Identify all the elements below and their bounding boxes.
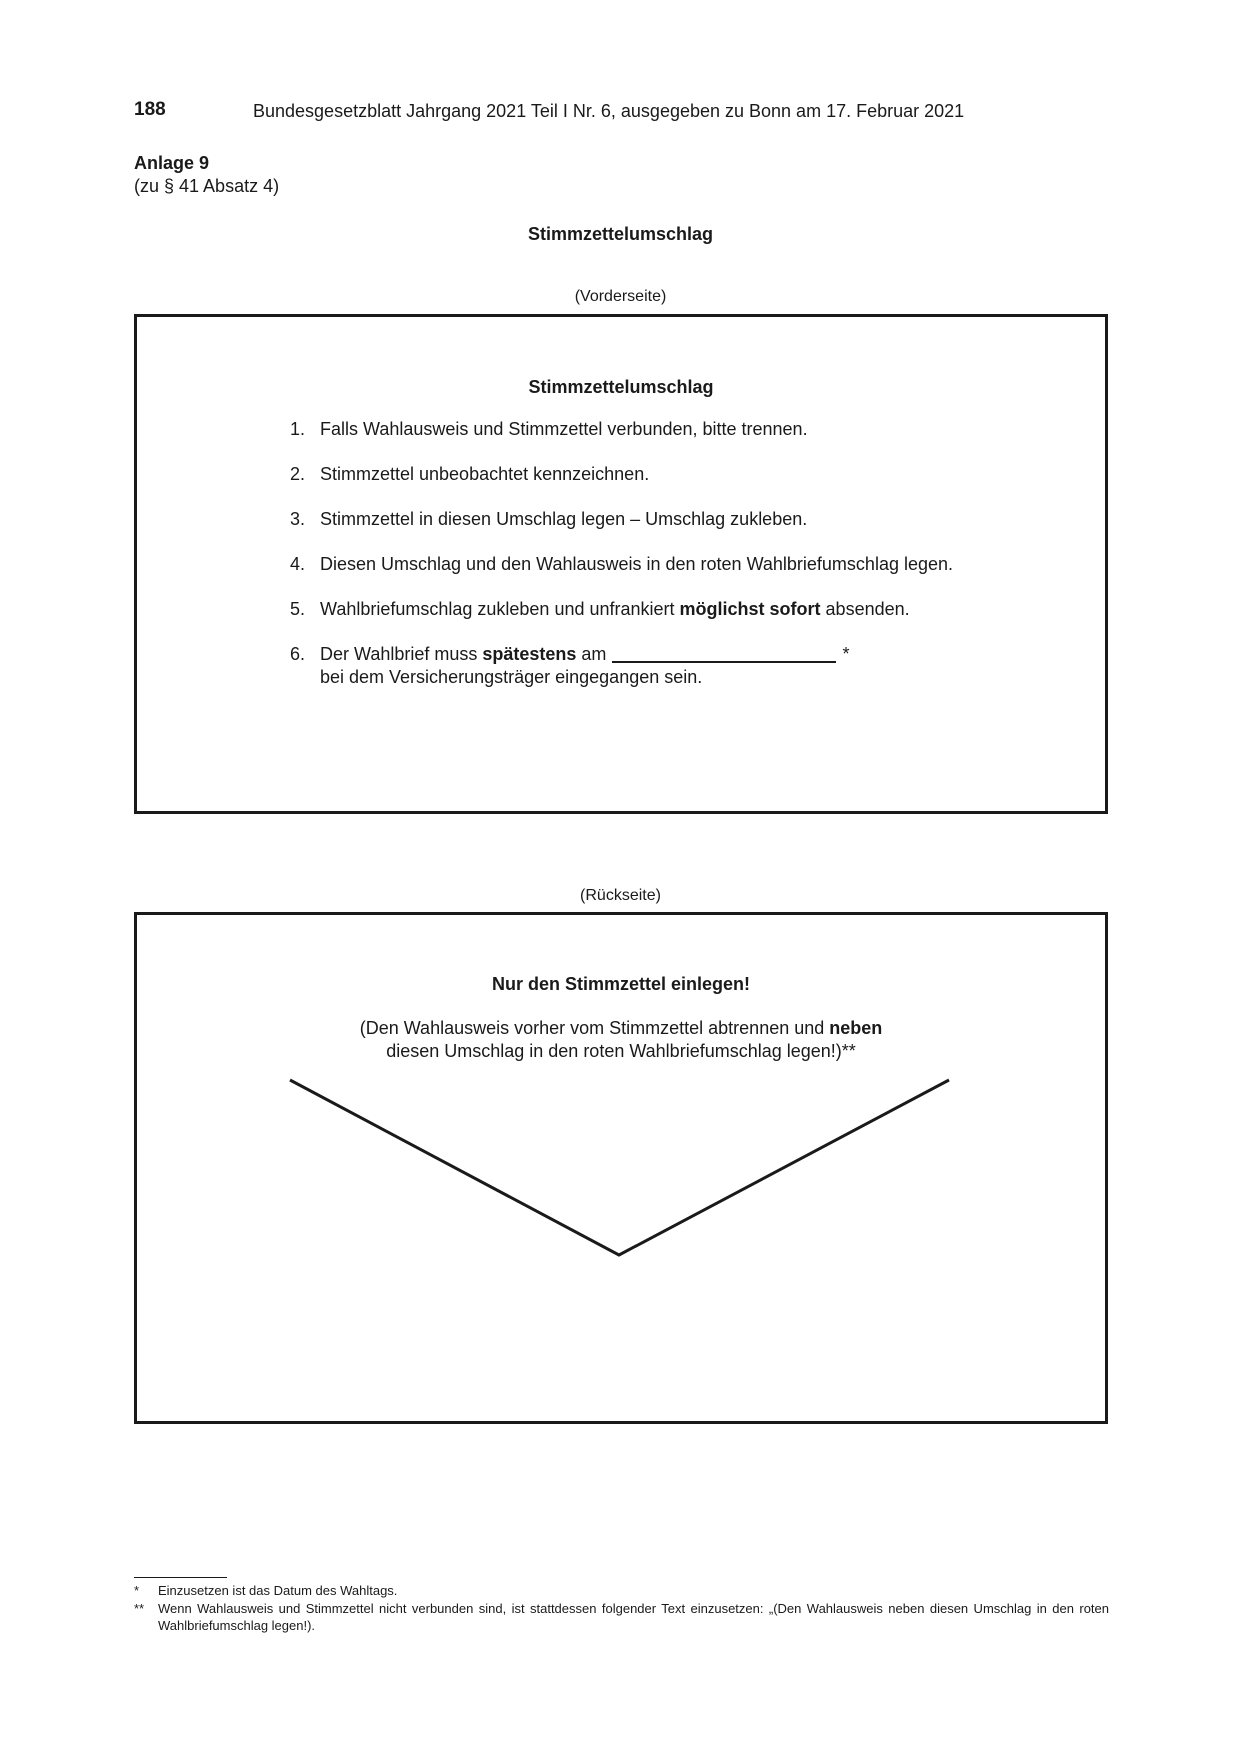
footnote-text: Einzusetzen ist das Datum des Wahltags. — [158, 1583, 398, 1598]
list-item — [290, 508, 953, 531]
item-text: Stimmzettel unbeobachtet kennzeichnen. — [320, 464, 650, 484]
item-text-post: absenden. — [820, 599, 910, 619]
item-text — [320, 598, 910, 621]
instruction-list — [290, 418, 953, 711]
item-text-post: am — [576, 644, 607, 664]
item-text-pre: Wahlbriefumschlag zukleben und unfrankiert — [320, 599, 680, 619]
footnote — [134, 1600, 1109, 1634]
list-item — [290, 463, 953, 486]
list-item — [290, 643, 953, 689]
back-box-title: Nur den Stimmzettel einlegen! — [491, 974, 751, 994]
item-text-bold: spätestens — [482, 644, 577, 664]
anlage-title: Anlage 9 — [134, 153, 210, 173]
item-text-bold: möglichst sofort — [679, 599, 821, 619]
envelope-back-box — [134, 912, 1108, 1424]
item-text-line2: bei dem Versicherungsträger eingegangen sein. — [320, 667, 703, 687]
footnote — [134, 1582, 1109, 1599]
item-text: Stimmzettel in diesen Umschlag legen – Umschlag zukleben. — [320, 509, 808, 529]
list-item — [290, 553, 953, 576]
item-number: 1. — [290, 419, 306, 439]
front-side-label: (Vorderseite) — [574, 288, 667, 305]
anlage-reference: (zu § 41 Absatz 4) — [134, 176, 280, 196]
back-note-line2: diesen Umschlag in den roten Wahlbriefumschlag legen!)** — [386, 1041, 856, 1061]
item-text: Falls Wahlausweis und Stimmzettel verbunden, bitte trennen. — [320, 419, 808, 439]
back-note-bold: neben — [829, 1018, 883, 1038]
item-text: Diesen Umschlag und den Wahlausweis in den roten Wahlbriefumschlag legen. — [320, 554, 954, 574]
envelope-flap-line — [290, 1080, 949, 1255]
envelope-front-box — [134, 314, 1108, 814]
footnote-mark: * — [134, 1583, 140, 1598]
back-note-pre: (Den Wahlausweis vorher vom Stimmzettel abtrennen und — [359, 1018, 830, 1038]
document-title: Stimmzettelumschlag — [527, 224, 714, 244]
item-number: 4. — [290, 554, 306, 574]
footnote-mark: * — [842, 644, 850, 664]
item-number: 5. — [290, 599, 306, 619]
front-box-title: Stimmzettelumschlag — [528, 377, 714, 397]
footnote-text: Wenn Wahlausweis und Stimmzettel nicht verbunden sind, ist stattdessen folgender Text einzusetzen: „(Den Wahlausweis neben diesen Umschlag in den roten Wahlbriefumschlag legen!). — [158, 1601, 1109, 1633]
item-text — [320, 643, 849, 689]
back-side-label: (Rückseite) — [580, 887, 661, 904]
page-number: 188 — [134, 99, 166, 120]
footnote-divider — [134, 1577, 227, 1578]
date-blank-line — [612, 643, 836, 663]
envelope-flap-drawing — [137, 915, 1105, 1421]
footnote-mark: ** — [134, 1601, 145, 1616]
item-number: 6. — [290, 644, 306, 664]
list-item — [290, 598, 953, 621]
item-number: 2. — [290, 464, 306, 484]
item-text-pre: Der Wahlbrief muss — [320, 644, 483, 664]
item-number: 3. — [290, 509, 306, 529]
list-item — [290, 418, 953, 441]
publication-header: Bundesgesetzblatt Jahrgang 2021 Teil I Nr. 6, ausgegeben zu Bonn am 17. Februar 2021 — [253, 101, 965, 121]
